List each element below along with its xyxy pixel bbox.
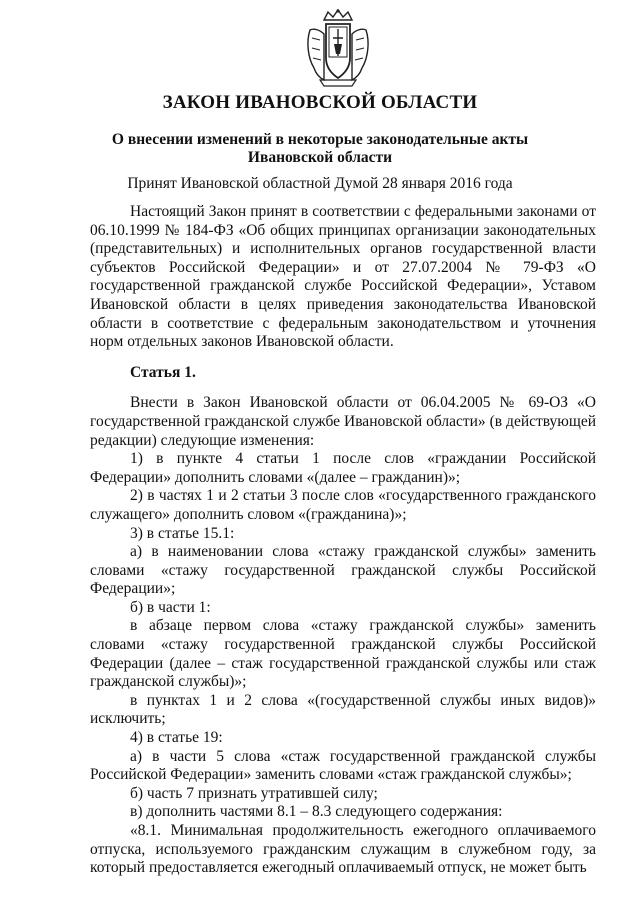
article-paragraph: «8.1. Минимальная продолжительность ежегодного оплачиваемого отпуска, используемого гражданским служащим в служебном году, за который предоставляется ежегодный оплачиваемый отпуск, не может быть xyxy=(90,822,596,877)
article-paragraph: а) в наименовании слова «стажу гражданской службы» заменить словами «стажу государственной гражданской службы Российской Федерации»; xyxy=(90,543,596,598)
article-paragraph: 4) в статье 19: xyxy=(130,729,223,747)
article-paragraph: б) часть 7 признать утратившей силу; xyxy=(130,784,378,802)
preamble-paragraph: Настоящий Закон принят в соответствии с федеральными законами от 06.10.1999 № 184-ФЗ «Об общих принципах организации законодательных (представительных) и исполнительных органов государственной власти субъектов Российской Федерации» и от 27.07.2004 № 79-ФЗ «О государственной гражданской службе Российской Федерации», Уставом Ивановской области в целях приведения законодательства Ивановской области в соответствие с федеральным законодательством и уточнения норм отдельных законов Ивановской области. xyxy=(90,203,596,351)
article-paragraph: в пунктах 1 и 2 слова «(государственной службы иных видов)» исключить; xyxy=(90,691,596,728)
article-paragraph: в абзаце первом слова «стажу гражданской службы» заменить словами «стажу государственной гражданской службы Российской Федерации (далее – стаж государственной гражданской службы или стаж гражданской службы)»; xyxy=(90,617,596,691)
law-subtitle xyxy=(0,131,640,167)
subtitle-line-1: О внесении изменений в некоторые законодательные акты xyxy=(111,131,529,148)
article-paragraph: б) в части 1: xyxy=(130,598,211,616)
article-paragraph: 2) в частях 1 и 2 статьи 3 после слов «государственного гражданского служащего» дополнить словом «(гражданина)»; xyxy=(90,487,596,523)
law-title: ЗАКОН ИВАНОВСКОЙ ОБЛАСТИ xyxy=(162,92,478,113)
article-paragraph: а) в части 5 слова «стаж государственной гражданской службы Российской Федерации» заменить словами «стаж гражданской службы»; xyxy=(90,747,596,784)
article-paragraph: Внести в Закон Ивановской области от 06.04.2005 № 69-ОЗ «О государственной гражданской службе Ивановской области» (в действующей редакции) следующие изменения: xyxy=(90,394,596,449)
article-heading: Статья 1. xyxy=(130,363,196,381)
coat-of-arms-icon xyxy=(302,8,374,88)
article-paragraph: в) дополнить частями 8.1 – 8.3 следующего содержания: xyxy=(130,803,503,821)
subtitle-line-2: Ивановской области xyxy=(247,149,393,166)
law-body xyxy=(90,203,596,878)
article-paragraph: 3) в статье 15.1: xyxy=(130,524,235,542)
adoption-line: Принят Ивановской областной Думой 28 января 2016 года xyxy=(127,175,513,192)
article-paragraph: 1) в пункте 4 статьи 1 после слов «граждании Российской Федерации» дополнить словами «(далее – гражданин)»; xyxy=(90,450,596,486)
